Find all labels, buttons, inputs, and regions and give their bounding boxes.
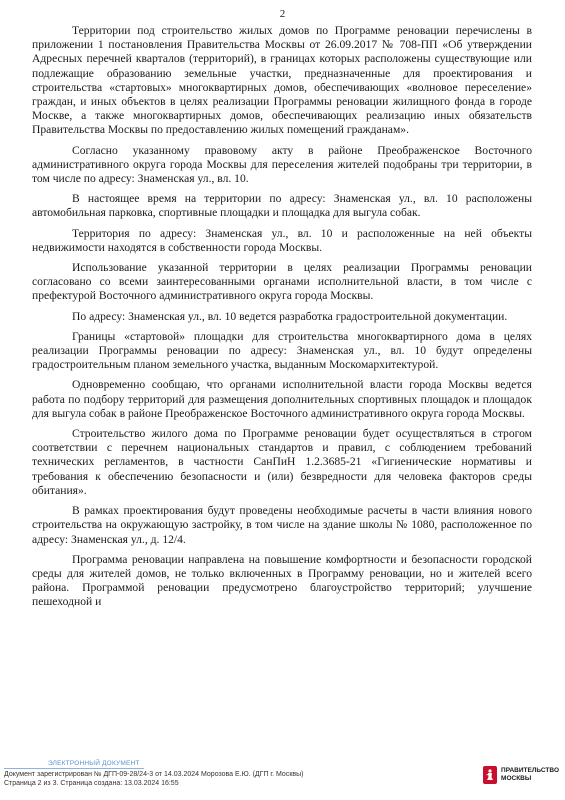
- logo-line-2: МОСКВЫ: [501, 775, 532, 782]
- document-body: [32, 24, 532, 616]
- registration-line: Документ зарегистрирован № ДГП-09-28/24-3 от 14.03.2024 Морозова Е.Ю. (ДГП г. Москвы): [4, 771, 304, 778]
- paragraph: Программа реновации направлена на повышение комфортности и безопасности городской среды для жителей домов, не только включенных в Программу реновации, но и жителей всего района. Программой реновации предусмотрено благоустройство территорий; улучшение пешеходной и: [32, 552, 532, 609]
- paragraph: Территории под строительство жилых домов по Программе реновации перечислены в приложении 1 постановления Правительства Москвы от 26.09.2017 № 708-ПП «Об утверждении Адресных перечней кварталов (территорий), в границах которых расположены существующие или подлежащие образованию земельные участки, предназначенные для проектирования и строительства «стартовых» многоквартирных домов, обеспечивающих «волновое переселение» граждан, и иных объектов в целях реализации Программы реновации жилищного фонда в городе Москве, а также многоквартирных домов, обеспечивающих реализацию иных обязательств Правительства Москвы по предоставлению жилых помещений гражданам».: [32, 24, 532, 137]
- logo-line-1: ПРАВИТЕЛЬСТВО: [501, 767, 559, 774]
- paragraph: Одновременно сообщаю, что органами исполнительной власти города Москвы ведется работа по подбору территорий для размещения дополнительных спортивных площадок и площадок для выгула собак в районе Преображенское Восточного административного округа города Москвы.: [32, 378, 532, 420]
- registration-info: [4, 770, 303, 788]
- paragraph: Использование указанной территории в целях реализации Программы реновации согласовано со всеми заинтересованными органами исполнительной власти, в том числе с префектурой Восточного административного округа города Москвы.: [32, 261, 532, 303]
- electronic-document-label: ЭЛЕКТРОННЫЙ ДОКУМЕНТ: [48, 760, 140, 767]
- government-logo: [483, 766, 559, 784]
- paragraph: В настоящее время на территории по адресу: Знаменская ул., вл. 10 расположены автомобильная парковка, спортивные площадки и площадка для выгула собак.: [32, 192, 532, 220]
- paragraph: Территория по адресу: Знаменская ул., вл. 10 и расположенные на ней объекты недвижимости находятся в собственности города Москвы.: [32, 226, 532, 254]
- paragraph: Строительство жилого дома по Программе реновации будет осуществляться в строгом соответствии с перечнем национальных стандартов и правил, с соблюдением требований технических регламентов, в частности СанПиН 1.2.3685-21 «Гигиенические нормативы и требования к обеспечению безопасности и (или) безвредности для человека факторов среды обитания».: [32, 427, 532, 497]
- paragraph: Согласно указанному правовому акту в районе Преображенское Восточного административного округа города Москвы для переселения жителей подобраны три территории, в том числе по адресу: Знаменская ул., вл. 10.: [32, 143, 532, 186]
- document-footer: [4, 760, 561, 798]
- logo-text: [501, 767, 559, 783]
- page-number: 2: [279, 8, 286, 20]
- paragraph: По адресу: Знаменская ул., вл. 10 ведется разработка градостроительной документации.: [72, 309, 508, 323]
- paragraph: Границы «стартовой» площадки для строительства многоквартирного дома в целях реализации Программы реновации по адресу: Знаменская ул., вл. 10 будут определены градостроительным планом земельного участка, выданным Москомархитектурой.: [32, 329, 532, 372]
- footer-divider: [4, 768, 144, 769]
- moscow-coat-of-arms-icon: [483, 766, 497, 784]
- page-info-line: Страница 2 из 3. Страница создана: 13.03.2024 16:55: [4, 780, 179, 787]
- paragraph: В рамках проектирования будут проведены необходимые расчеты в части влияния нового строительства на окружающую застройку, в том числе на здание школы № 1080, расположенное по адресу: Знаменская ул., д. 12/4.: [32, 504, 532, 546]
